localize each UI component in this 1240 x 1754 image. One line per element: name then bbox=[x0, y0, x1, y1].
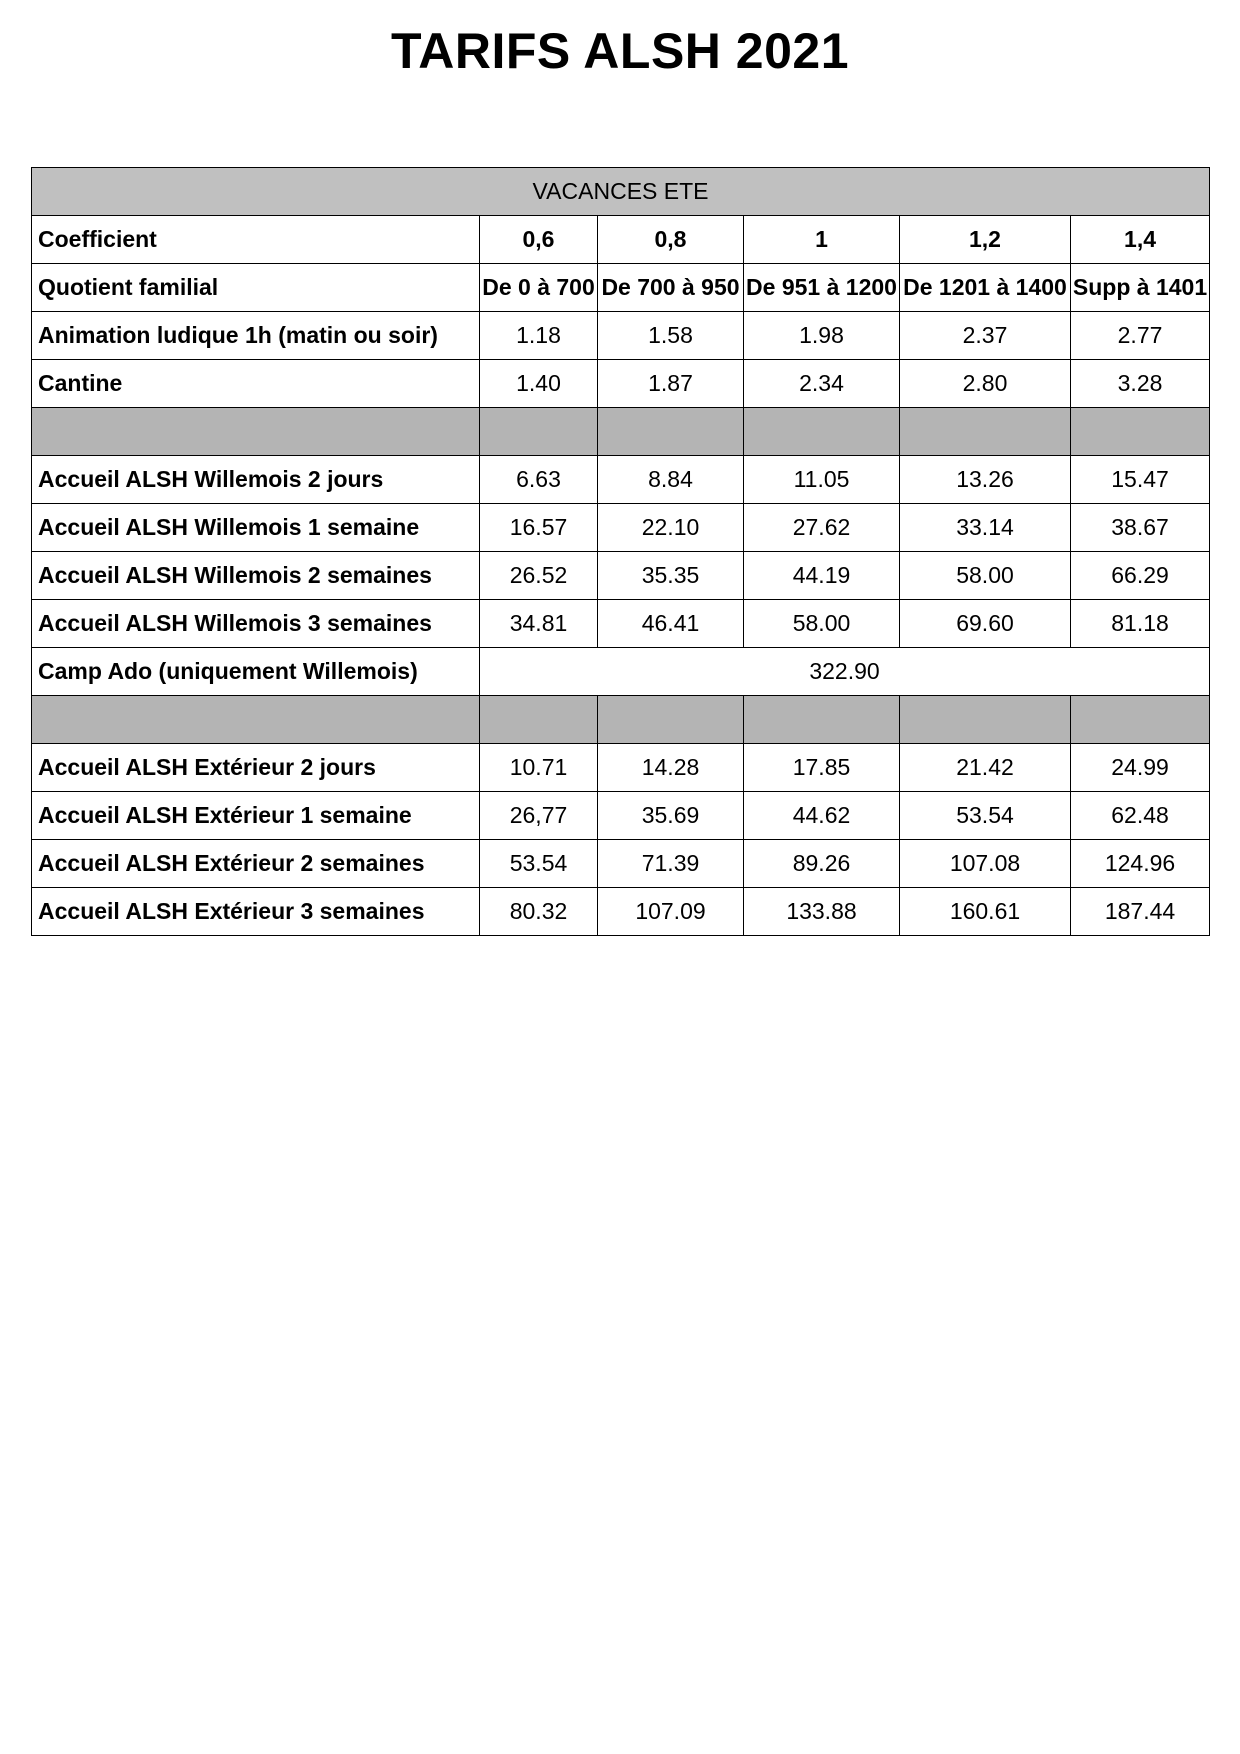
separator-cell bbox=[1071, 408, 1210, 456]
value-cell: 1,4 bbox=[1071, 216, 1210, 264]
row-label: Accueil ALSH Willemois 3 semaines bbox=[32, 600, 480, 648]
value-cell: De 1201 à 1400 bbox=[900, 264, 1071, 312]
value-cell: 107.09 bbox=[598, 888, 744, 936]
value-cell: 2.80 bbox=[900, 360, 1071, 408]
value-cell: 71.39 bbox=[598, 840, 744, 888]
value-cell: 89.26 bbox=[744, 840, 900, 888]
value-cell: 0,6 bbox=[480, 216, 598, 264]
value-cell: 17.85 bbox=[744, 744, 900, 792]
camp-ado-value: 322.90 bbox=[480, 648, 1210, 696]
value-cell: 6.63 bbox=[480, 456, 598, 504]
table-row bbox=[32, 792, 1210, 840]
row-label: Camp Ado (uniquement Willemois) bbox=[32, 648, 480, 696]
table-row bbox=[32, 552, 1210, 600]
value-cell: De 951 à 1200 bbox=[744, 264, 900, 312]
value-cell: 0,8 bbox=[598, 216, 744, 264]
table-row bbox=[32, 600, 1210, 648]
value-cell: 187.44 bbox=[1071, 888, 1210, 936]
value-cell: 58.00 bbox=[744, 600, 900, 648]
separator-cell bbox=[744, 408, 900, 456]
table-row bbox=[32, 360, 1210, 408]
value-cell: 3.28 bbox=[1071, 360, 1210, 408]
row-label: Accueil ALSH Extérieur 2 semaines bbox=[32, 840, 480, 888]
separator-cell bbox=[598, 408, 744, 456]
row-label: Accueil ALSH Extérieur 3 semaines bbox=[32, 888, 480, 936]
value-cell: 8.84 bbox=[598, 456, 744, 504]
value-cell: 58.00 bbox=[900, 552, 1071, 600]
row-label: Accueil ALSH Willemois 1 semaine bbox=[32, 504, 480, 552]
table-row bbox=[32, 504, 1210, 552]
value-cell: 160.61 bbox=[900, 888, 1071, 936]
table-row bbox=[32, 840, 1210, 888]
value-cell: 10.71 bbox=[480, 744, 598, 792]
value-cell: 2.34 bbox=[744, 360, 900, 408]
row-label: Accueil ALSH Willemois 2 jours bbox=[32, 456, 480, 504]
value-cell: 22.10 bbox=[598, 504, 744, 552]
value-cell: 1.98 bbox=[744, 312, 900, 360]
table-row bbox=[32, 744, 1210, 792]
row-label: Coefficient bbox=[32, 216, 480, 264]
row-label: Accueil ALSH Willemois 2 semaines bbox=[32, 552, 480, 600]
separator-row bbox=[32, 408, 1210, 456]
value-cell: 69.60 bbox=[900, 600, 1071, 648]
quotient-row bbox=[32, 264, 1210, 312]
section-header-row bbox=[32, 168, 1210, 216]
value-cell: 124.96 bbox=[1071, 840, 1210, 888]
separator-cell bbox=[480, 408, 598, 456]
separator-cell bbox=[744, 696, 900, 744]
value-cell: 35.69 bbox=[598, 792, 744, 840]
value-cell: 16.57 bbox=[480, 504, 598, 552]
row-label: Accueil ALSH Extérieur 2 jours bbox=[32, 744, 480, 792]
row-label: Quotient familial bbox=[32, 264, 480, 312]
separator-row bbox=[32, 696, 1210, 744]
separator-cell bbox=[480, 696, 598, 744]
value-cell: 46.41 bbox=[598, 600, 744, 648]
separator-cell bbox=[598, 696, 744, 744]
value-cell: De 700 à 950 bbox=[598, 264, 744, 312]
separator-cell bbox=[1071, 696, 1210, 744]
value-cell: 107.08 bbox=[900, 840, 1071, 888]
value-cell: Supp à 1401 bbox=[1071, 264, 1210, 312]
value-cell: 53.54 bbox=[900, 792, 1071, 840]
value-cell: 21.42 bbox=[900, 744, 1071, 792]
value-cell: 1.58 bbox=[598, 312, 744, 360]
value-cell: 26,77 bbox=[480, 792, 598, 840]
row-label: Accueil ALSH Extérieur 1 semaine bbox=[32, 792, 480, 840]
coefficient-row bbox=[32, 216, 1210, 264]
value-cell: 80.32 bbox=[480, 888, 598, 936]
separator-cell bbox=[900, 696, 1071, 744]
separator-cell bbox=[32, 696, 480, 744]
table-row bbox=[32, 312, 1210, 360]
row-label: Cantine bbox=[32, 360, 480, 408]
value-cell: 34.81 bbox=[480, 600, 598, 648]
value-cell: 38.67 bbox=[1071, 504, 1210, 552]
camp-ado-row bbox=[32, 648, 1210, 696]
page-title: TARIFS ALSH 2021 bbox=[390, 23, 850, 79]
row-label: Animation ludique 1h (matin ou soir) bbox=[32, 312, 480, 360]
value-cell: 24.99 bbox=[1071, 744, 1210, 792]
value-cell: 44.19 bbox=[744, 552, 900, 600]
tariff-table bbox=[31, 167, 1210, 936]
value-cell: 33.14 bbox=[900, 504, 1071, 552]
table-row bbox=[32, 456, 1210, 504]
value-cell: 1.87 bbox=[598, 360, 744, 408]
value-cell: 26.52 bbox=[480, 552, 598, 600]
value-cell: 66.29 bbox=[1071, 552, 1210, 600]
value-cell: 2.37 bbox=[900, 312, 1071, 360]
value-cell: 13.26 bbox=[900, 456, 1071, 504]
separator-cell bbox=[32, 408, 480, 456]
value-cell: 27.62 bbox=[744, 504, 900, 552]
table-row bbox=[32, 888, 1210, 936]
value-cell: 15.47 bbox=[1071, 456, 1210, 504]
value-cell: 1.40 bbox=[480, 360, 598, 408]
value-cell: 1,2 bbox=[900, 216, 1071, 264]
value-cell: 44.62 bbox=[744, 792, 900, 840]
value-cell: 62.48 bbox=[1071, 792, 1210, 840]
value-cell: De 0 à 700 bbox=[480, 264, 598, 312]
value-cell: 53.54 bbox=[480, 840, 598, 888]
value-cell: 14.28 bbox=[598, 744, 744, 792]
value-cell: 81.18 bbox=[1071, 600, 1210, 648]
section-title: VACANCES ETE bbox=[32, 168, 1210, 216]
value-cell: 11.05 bbox=[744, 456, 900, 504]
value-cell: 2.77 bbox=[1071, 312, 1210, 360]
value-cell: 35.35 bbox=[598, 552, 744, 600]
value-cell: 133.88 bbox=[744, 888, 900, 936]
value-cell: 1.18 bbox=[480, 312, 598, 360]
separator-cell bbox=[900, 408, 1071, 456]
value-cell: 1 bbox=[744, 216, 900, 264]
